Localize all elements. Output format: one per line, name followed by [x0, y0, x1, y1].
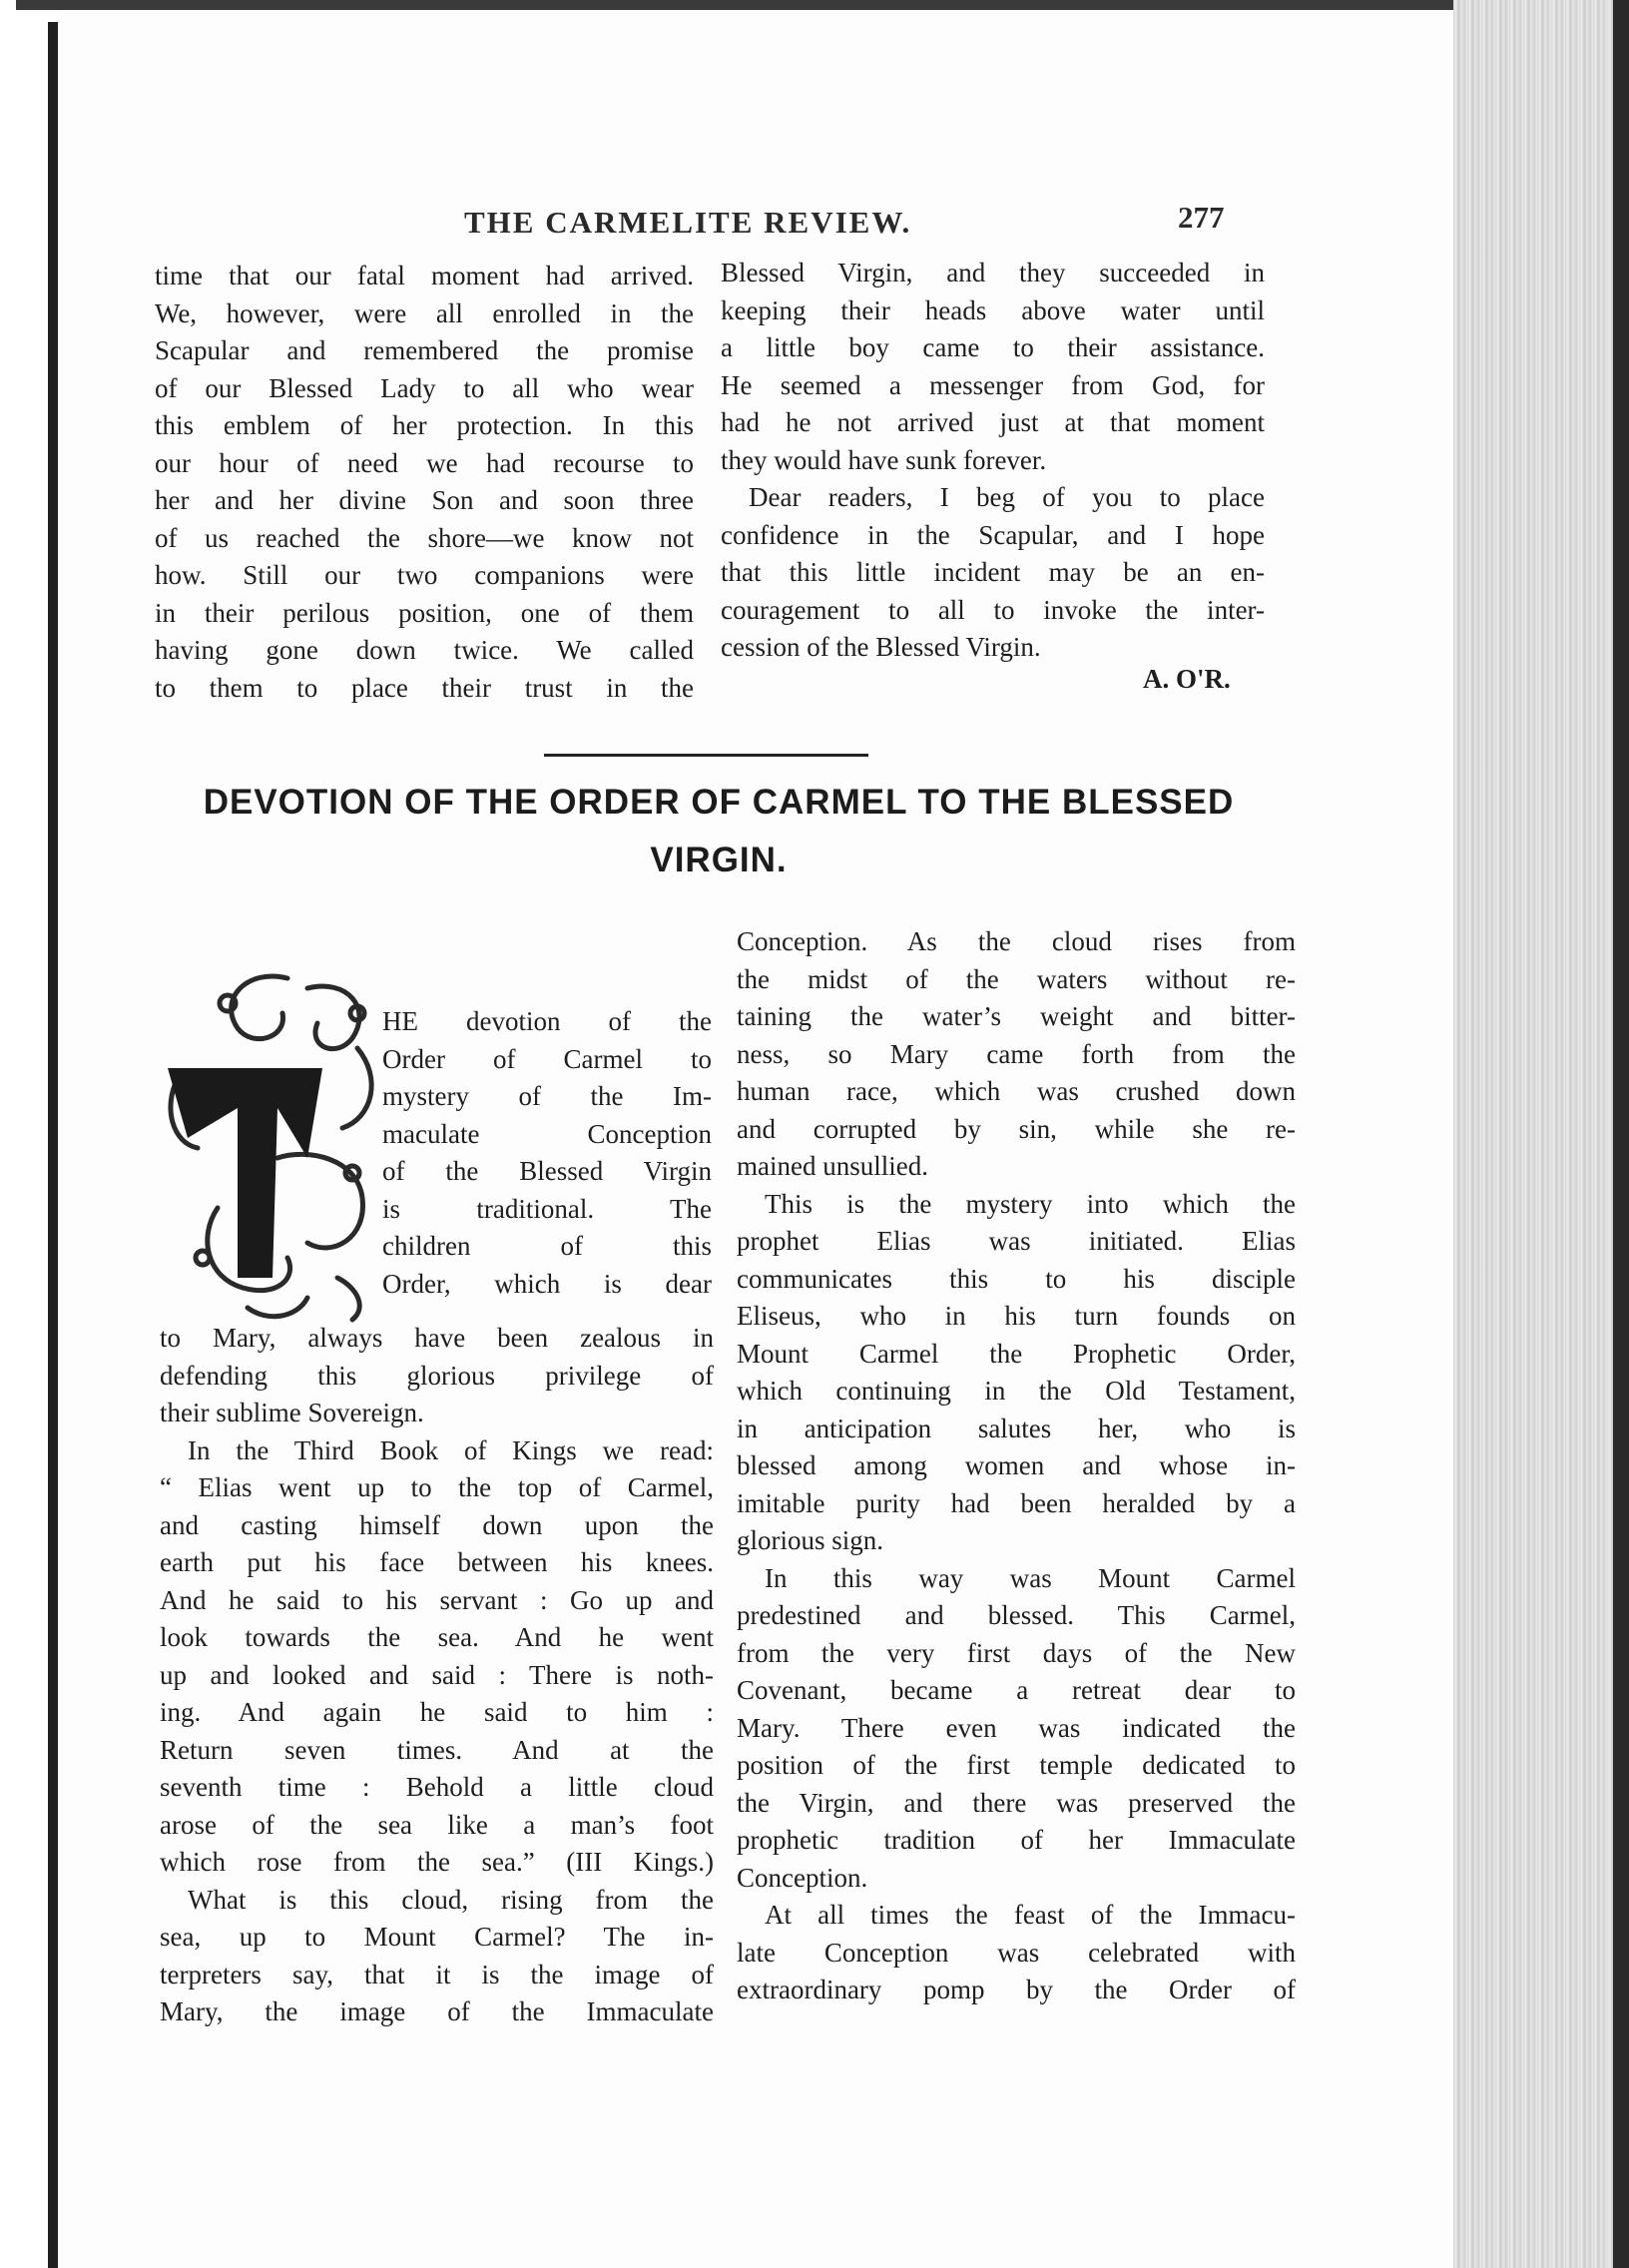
- facing-page-edge: [48, 22, 58, 2268]
- text-line: Dear readers, I beg of you to place: [749, 482, 1265, 512]
- text-line: Eliseus, who in his turn founds on: [737, 1301, 1296, 1331]
- text-line: up and looked and said : There is noth-: [160, 1659, 714, 1690]
- text-line: having gone down twice. We called: [155, 635, 694, 665]
- text-line: they would have sunk forever.: [721, 444, 1047, 475]
- ornamental-drop-cap: [158, 958, 385, 1328]
- text-line: Order, which is dear: [382, 1268, 712, 1299]
- text-line: of us reached the shore—we know not: [155, 522, 694, 553]
- text-line: and casting himself down upon the: [160, 1509, 714, 1540]
- text-line: Mary. There even was indicated the: [737, 1712, 1296, 1743]
- text-line: blessed among women and whose in-: [737, 1450, 1296, 1480]
- text-line: In this way was Mount Carmel: [765, 1562, 1296, 1593]
- author-signature: A. O'R.: [1143, 664, 1231, 694]
- text-line: In the Third Book of Kings we read:: [188, 1434, 714, 1465]
- text-line: position of the first temple dedicated to: [737, 1750, 1296, 1780]
- text-line: Conception.: [737, 1862, 868, 1893]
- text-line: that this little incident may be an en-: [721, 557, 1265, 587]
- text-line: communicates this to his disciple: [737, 1263, 1296, 1294]
- text-line: prophetic tradition of her Immaculate: [737, 1825, 1296, 1855]
- text-line: glorious sign.: [737, 1525, 884, 1555]
- text-line: confidence in the Scapular, and I hope: [721, 519, 1265, 550]
- top-right-column: [721, 255, 1265, 667]
- text-line: mystery of the Im-: [382, 1081, 712, 1111]
- text-line: sea, up to Mount Carmel? The in-: [160, 1922, 714, 1952]
- text-line: arose of the sea like a man’s foot: [160, 1809, 714, 1840]
- text-line: to them to place their trust in the: [155, 672, 694, 703]
- text-line: Conception. As the cloud rises from: [737, 926, 1296, 956]
- text-line: Blessed Virgin, and they succeeded in: [721, 258, 1265, 287]
- article-title: [150, 774, 1288, 889]
- text-line: look towards the sea. And he went: [160, 1622, 714, 1652]
- text-line: to Mary, always have been zealous in: [160, 1323, 714, 1353]
- text-line: the midst of the waters without re-: [737, 963, 1296, 994]
- text-line: had he not arrived just at that moment: [721, 407, 1265, 437]
- text-line: “ Elias went up to the top of Carmel,: [160, 1472, 714, 1502]
- text-line: in anticipation salutes her, who is: [737, 1413, 1296, 1443]
- text-line: predestined and blessed. This Carmel,: [737, 1600, 1296, 1630]
- text-line: this emblem of her protection. In this: [155, 410, 694, 440]
- text-line: extraordinary pomp by the Order of: [737, 1975, 1296, 2004]
- text-line: This is the mystery into which the: [765, 1188, 1296, 1219]
- text-line: We, however, were all enrolled in the: [155, 297, 694, 328]
- text-line: terpreters say, that it is the image of: [160, 1959, 714, 1989]
- text-line: how. Still our two companions were: [155, 560, 694, 590]
- text-line: At all times the feast of the Immacu-: [765, 1900, 1296, 1930]
- text-line: He seemed a messenger from God, for: [721, 369, 1265, 400]
- scan-top-border: [0, 0, 1629, 10]
- text-line: couragement to all to invoke the inter-: [721, 594, 1265, 625]
- running-title: THE CARMELITE REVIEW.: [464, 205, 912, 240]
- text-line: human race, which was crushed down: [737, 1076, 1296, 1106]
- dropcap-text-block: [382, 1003, 712, 1303]
- text-line: time that our fatal moment had arrived.: [155, 261, 694, 290]
- text-line: mained unsullied.: [737, 1151, 928, 1181]
- text-line: their sublime Sovereign.: [160, 1398, 424, 1427]
- text-line: earth put his face between his knees.: [160, 1547, 714, 1577]
- article-title-line: DEVOTION OF THE ORDER OF CARMEL TO THE BLESSED: [203, 783, 1235, 822]
- text-line: Mary, the image of the Immaculate: [160, 1996, 714, 2026]
- text-line: the Virgin, and there was preserved the: [737, 1787, 1296, 1818]
- article-title-line: VIRGIN.: [650, 841, 788, 879]
- text-line: prophet Elias was initiated. Elias: [737, 1226, 1296, 1256]
- text-line: our hour of need we had recourse to: [155, 447, 694, 478]
- text-line: Mount Carmel the Prophetic Order,: [737, 1338, 1296, 1369]
- text-line: Return seven times. And at the: [160, 1734, 714, 1765]
- text-line: taining the water’s weight and bitter-: [737, 1001, 1296, 1031]
- text-line: defending this glorious privilege of: [160, 1360, 714, 1391]
- text-line: of the Blessed Virgin: [382, 1156, 712, 1186]
- text-line: her and her divine Son and soon three: [155, 485, 694, 515]
- text-line: and corrupted by sin, while she re-: [737, 1113, 1296, 1144]
- text-line: ing. And again he said to him :: [160, 1697, 714, 1727]
- page-number: 277: [1178, 200, 1225, 235]
- text-line: of our Blessed Lady to all who wear: [155, 372, 694, 403]
- section-divider: [544, 754, 868, 757]
- text-line: ness, so Mary came forth from the: [737, 1038, 1296, 1069]
- scan-right-border: [1613, 0, 1629, 2268]
- text-line: What is this cloud, rising from the: [188, 1884, 714, 1915]
- text-line: And he said to his servant : Go up and: [160, 1584, 714, 1615]
- text-line: children of this: [382, 1231, 712, 1261]
- text-line: a little boy came to their assistance.: [721, 332, 1265, 362]
- text-line: which continuing in the Old Testament,: [737, 1376, 1296, 1406]
- text-line: in their perilous position, one of them: [155, 597, 694, 628]
- text-line: Scapular and remembered the promise: [155, 335, 694, 365]
- article-left-column: [160, 1320, 714, 2031]
- text-line: cession of the Blessed Virgin.: [721, 632, 1041, 662]
- article-right-column: [737, 923, 1296, 2009]
- top-left-column: [155, 258, 694, 707]
- text-line: seventh time : Behold a little cloud: [160, 1772, 714, 1802]
- text-line: HE devotion of the: [382, 1006, 712, 1036]
- text-line: Covenant, became a retreat dear to: [737, 1675, 1296, 1705]
- book-page-edges: [1453, 0, 1613, 2268]
- text-line: maculate Conception: [382, 1118, 712, 1149]
- text-line: late Conception was celebrated with: [737, 1937, 1296, 1968]
- text-line: which rose from the sea.” (III Kings.): [160, 1847, 714, 1877]
- text-line: keeping their heads above water until: [721, 294, 1265, 325]
- text-line: Order of Carmel to: [382, 1043, 712, 1074]
- text-line: is traditional. The: [382, 1193, 712, 1224]
- scan-left-margin: [0, 0, 16, 2268]
- text-line: from the very first days of the New: [737, 1637, 1296, 1668]
- text-line: imitable purity had been heralded by a: [737, 1487, 1296, 1518]
